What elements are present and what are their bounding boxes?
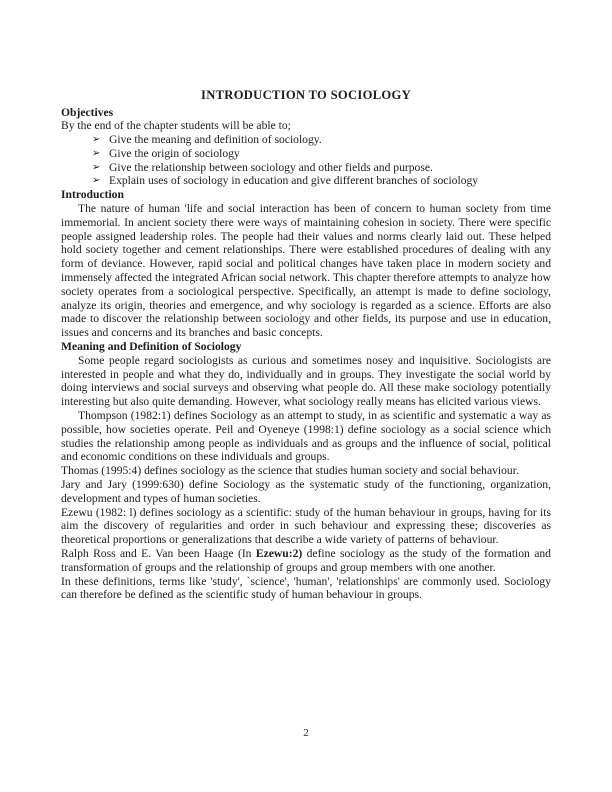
introduction-heading: Introduction [61,188,124,202]
paragraph-some-people: Some people regard sociologists as curious and sometimes nosey and inquisitive. Sociologists are interested in people and what they do, individually and in groups. They investigate the social world by doing interviews and social surveys and observing what people do. All these make sociology potentially interesting but also quite demanding. However, what sociology really means has elicited various views. [61,353,551,409]
page-content [61,88,551,602]
objective-text: Give the origin of sociology [109,146,240,160]
page-title: INTRODUCTION TO SOCIOLOGY [201,88,411,102]
paragraph-ezewu: Ezewu (1982: l) defines sociology as a scientific: study of the human behaviour in groups, having for its aim the discovery of regularities and order in such behaviour and expressing these; discoveries as theoretical proportions or generalizations that describe a wide variety of patterns of behaviour. [61,505,551,547]
paragraph-thomas: Thomas (1995:4) defines sociology as the science that studies human society and social behaviour. [61,464,519,478]
introduction-paragraph: The nature of human 'life and social interaction has been of concern to human society from time immemorial. In ancient society there were ways of maintaining cohesion in society. There were specific people assigned leadership roles. The people had their values and norms clearly laid out. These helped hold society together and cement relationships. There were established procedures of dealing with any form of deviance. However, rapid social and political changes have taken place in modern society and immensely affected the integrated African social network. This chapter therefore attempts to analyze how society operates from a sociological perspective. Specifically, an attempt is made to define sociology, analyze its origin, theories and emergence, and why sociology is regarded as a science. Efforts are also made to discover the relationship between sociology and other fields, its purpose and use in education, issues and concerns and its branches and basic concepts. [61,202,551,340]
ralph-ross-text-after: define sociology as the study of the formation and transformation of groups and the relationship of groups and group members with one another. [61,547,551,574]
objective-item [61,133,551,147]
arrow-bullet-icon: ➢ [92,134,101,146]
paragraph-ralph-ross [61,547,551,575]
arrow-bullet-icon: ➢ [92,175,101,187]
arrow-bullet-icon: ➢ [92,147,101,159]
paragraph-thompson: Thompson (1982:1) defines Sociology as an attempt to study, in as scientific and systematic a way as possible, how societies operate. Peil and Oyeneye (1998:1) define sociology as a social science which studies the relationship among people as individuals and as groups and the influence of social, political and economic conditions on these individuals and groups. [61,409,551,464]
objective-item [61,174,551,188]
objective-text: Explain uses of sociology in education and give different branches of sociology [109,174,479,188]
objective-item [61,147,551,161]
objective-text: Give the relationship between sociology and other fields and purpose. [109,160,433,174]
paragraph-jary: Jary and Jary (1999:630) define Sociology as the systematic study of the functioning, organization, development and types of human societies. [61,478,551,505]
paragraph-definitions-summary: In these definitions, terms like 'study', `science', 'human', 'relationships' are commonly used. Sociology can therefore be defined as the scientific study of human behaviour in groups. [61,574,551,602]
objectives-heading: Objectives [61,105,114,119]
objective-text: Give the meaning and definition of sociology. [109,133,322,147]
ralph-ross-bold-citation: Ezewu:2) [255,547,303,560]
page-number: 2 [303,727,309,739]
objective-item [61,161,551,175]
objectives-list [61,133,551,188]
meaning-heading: Meaning and Definition of Sociology [61,340,242,354]
arrow-bullet-icon: ➢ [92,161,101,173]
objectives-intro: By the end of the chapter students will be able to; [61,119,291,133]
ralph-ross-text-before: Ralph Ross and E. Van been Haage (In [61,547,256,560]
